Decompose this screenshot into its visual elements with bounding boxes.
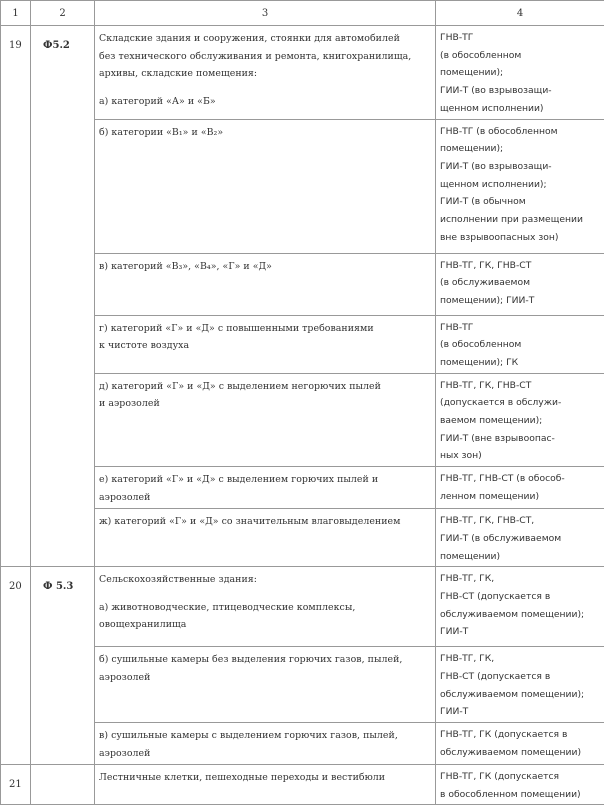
building-description — [95, 373, 436, 467]
equipment-types — [436, 315, 604, 373]
header-cell: 3 — [95, 1, 436, 26]
description-line: аэрозолей — [99, 489, 431, 507]
equipment-line: ГНВ-СТ (допускается в — [440, 588, 601, 606]
equipment-line: ГНВ-СТ (допускается в — [440, 668, 601, 686]
description-line: г) категорий «Г» и «Д» с повышенными требованиями — [99, 320, 431, 338]
description-line — [99, 83, 431, 93]
building-description — [95, 567, 436, 647]
equipment-line: ГИИ-Т (во взрывозащи- — [440, 82, 601, 100]
equipment-line: (в обслуживаемом — [440, 274, 601, 292]
equipment-types — [436, 765, 604, 805]
equipment-line: ГИИ-Т — [440, 623, 601, 641]
header-cell: 1 — [1, 1, 31, 26]
equipment-types — [436, 723, 604, 765]
equipment-types — [436, 26, 604, 120]
description-line: Сельскохозяйственные здания: — [99, 571, 431, 589]
equipment-line: помещении); ГК — [440, 354, 601, 372]
equipment-types — [436, 509, 604, 567]
description-line: д) категорий «Г» и «Д» с выделением негорючих пылей — [99, 378, 431, 396]
table-row — [1, 26, 604, 120]
equipment-line: (в обособленном — [440, 336, 601, 354]
building-description — [95, 119, 436, 253]
description-line: а) категорий «А» и «Б» — [99, 93, 431, 111]
class-code: Ф 5.3 — [31, 567, 95, 765]
description-line: Складские здания и сооружения, стоянки для автомобилей — [99, 30, 431, 48]
description-line: в) категорий «В₃», «В₄», «Г» и «Д» — [99, 258, 431, 276]
equipment-line: щенном исполнении); — [440, 176, 601, 194]
equipment-line: помещении); ГИИ-Т — [440, 292, 601, 310]
building-description — [95, 509, 436, 567]
equipment-line: ных зон) — [440, 447, 601, 465]
equipment-line: в обособленном помещении) — [440, 786, 601, 804]
equipment-line: обслуживаемом помещении); — [440, 686, 601, 704]
equipment-line: ленном помещении) — [440, 488, 601, 506]
description-line: е) категорий «Г» и «Д» с выделением горючих пылей и — [99, 471, 431, 489]
building-description — [95, 765, 436, 805]
equipment-types — [436, 373, 604, 467]
table-body — [1, 26, 604, 805]
description-line: в) сушильные камеры с выделением горючих газов, пылей, — [99, 727, 431, 745]
building-description — [95, 723, 436, 765]
equipment-line: ГНВ-ТГ, ГК (допускается в — [440, 726, 601, 744]
equipment-line: помещении); — [440, 64, 601, 82]
building-description — [95, 253, 436, 315]
equipment-line: ГНВ-ТГ, ГК (допускается — [440, 768, 601, 786]
class-code: Ф5.2 — [31, 26, 95, 567]
equipment-line: ГИИ-Т — [440, 703, 601, 721]
equipment-line: щенном исполнении) — [440, 100, 601, 118]
equipment-line: исполнении при размещении — [440, 211, 601, 229]
equipment-line: ГИИ-Т (в обычном — [440, 193, 601, 211]
table-row — [1, 567, 604, 647]
equipment-types — [436, 647, 604, 723]
equipment-line: помещении) — [440, 548, 601, 566]
row-number: 21 — [1, 765, 31, 805]
equipment-line: обслуживаемом помещении); — [440, 606, 601, 624]
equipment-line: (допускается в обслужи- — [440, 394, 601, 412]
building-description — [95, 26, 436, 120]
description-line: и аэрозолей — [99, 395, 431, 413]
description-line: аэрозолей — [99, 669, 431, 687]
description-line: ж) категорий «Г» и «Д» со значительным влаговыделением — [99, 513, 431, 531]
equipment-line: ГНВ-ТГ, ГК, ГНВ-СТ — [440, 377, 601, 395]
description-line: б) категории «В₁» и «В₂» — [99, 124, 431, 142]
description-line — [99, 589, 431, 599]
table-header-row — [1, 1, 604, 26]
description-line: овощехранилища — [99, 616, 431, 634]
equipment-line: ГИИ-Т (вне взрывоопас- — [440, 430, 601, 448]
row-number: 19 — [1, 26, 31, 567]
equipment-line: ГНВ-ТГ, ГК, ГНВ-СТ, — [440, 512, 601, 530]
building-description — [95, 315, 436, 373]
row-number: 20 — [1, 567, 31, 765]
equipment-line: ГНВ-ТГ, ГК, ГНВ-СТ — [440, 257, 601, 275]
equipment-types — [436, 119, 604, 253]
equipment-line: помещении); — [440, 140, 601, 158]
equipment-line: ГНВ-ТГ, ГНВ-СТ (в обособ- — [440, 470, 601, 488]
equipment-line: ГИИ-Т (во взрывозащи- — [440, 158, 601, 176]
equipment-line: ГНВ-ТГ, ГК, — [440, 650, 601, 668]
equipment-line: вне взрывоопасных зон) — [440, 229, 601, 247]
table-row — [1, 765, 604, 805]
description-line: без технического обслуживания и ремонта, книгохранилища, — [99, 48, 431, 66]
description-line: аэрозолей — [99, 745, 431, 763]
description-line: Лестничные клетки, пешеходные переходы и вестибюли — [99, 769, 431, 787]
building-description — [95, 647, 436, 723]
equipment-types — [436, 467, 604, 509]
equipment-line: ваемом помещении); — [440, 412, 601, 430]
equipment-types — [436, 253, 604, 315]
header-cell: 2 — [31, 1, 95, 26]
equipment-line: (в обособленном — [440, 47, 601, 65]
description-line: к чистоте воздуха — [99, 337, 431, 355]
equipment-types — [436, 567, 604, 647]
description-line: б) сушильные камеры без выделения горючих газов, пылей, — [99, 651, 431, 669]
equipment-line: ГНВ-ТГ (в обособленном — [440, 123, 601, 141]
description-line: а) животноводческие, птицеводческие комплексы, — [99, 599, 431, 617]
equipment-line: ГИИ-Т (в обслуживаемом — [440, 530, 601, 548]
header-cell: 4 — [436, 1, 604, 26]
description-line: архивы, складские помещения: — [99, 65, 431, 83]
equipment-line: ГНВ-ТГ, ГК, — [440, 570, 601, 588]
equipment-line: ГНВ-ТГ — [440, 319, 601, 337]
equipment-line: обслуживаемом помещении) — [440, 744, 601, 762]
building-description — [95, 467, 436, 509]
class-code — [31, 765, 95, 805]
equipment-line: ГНВ-ТГ — [440, 29, 601, 47]
